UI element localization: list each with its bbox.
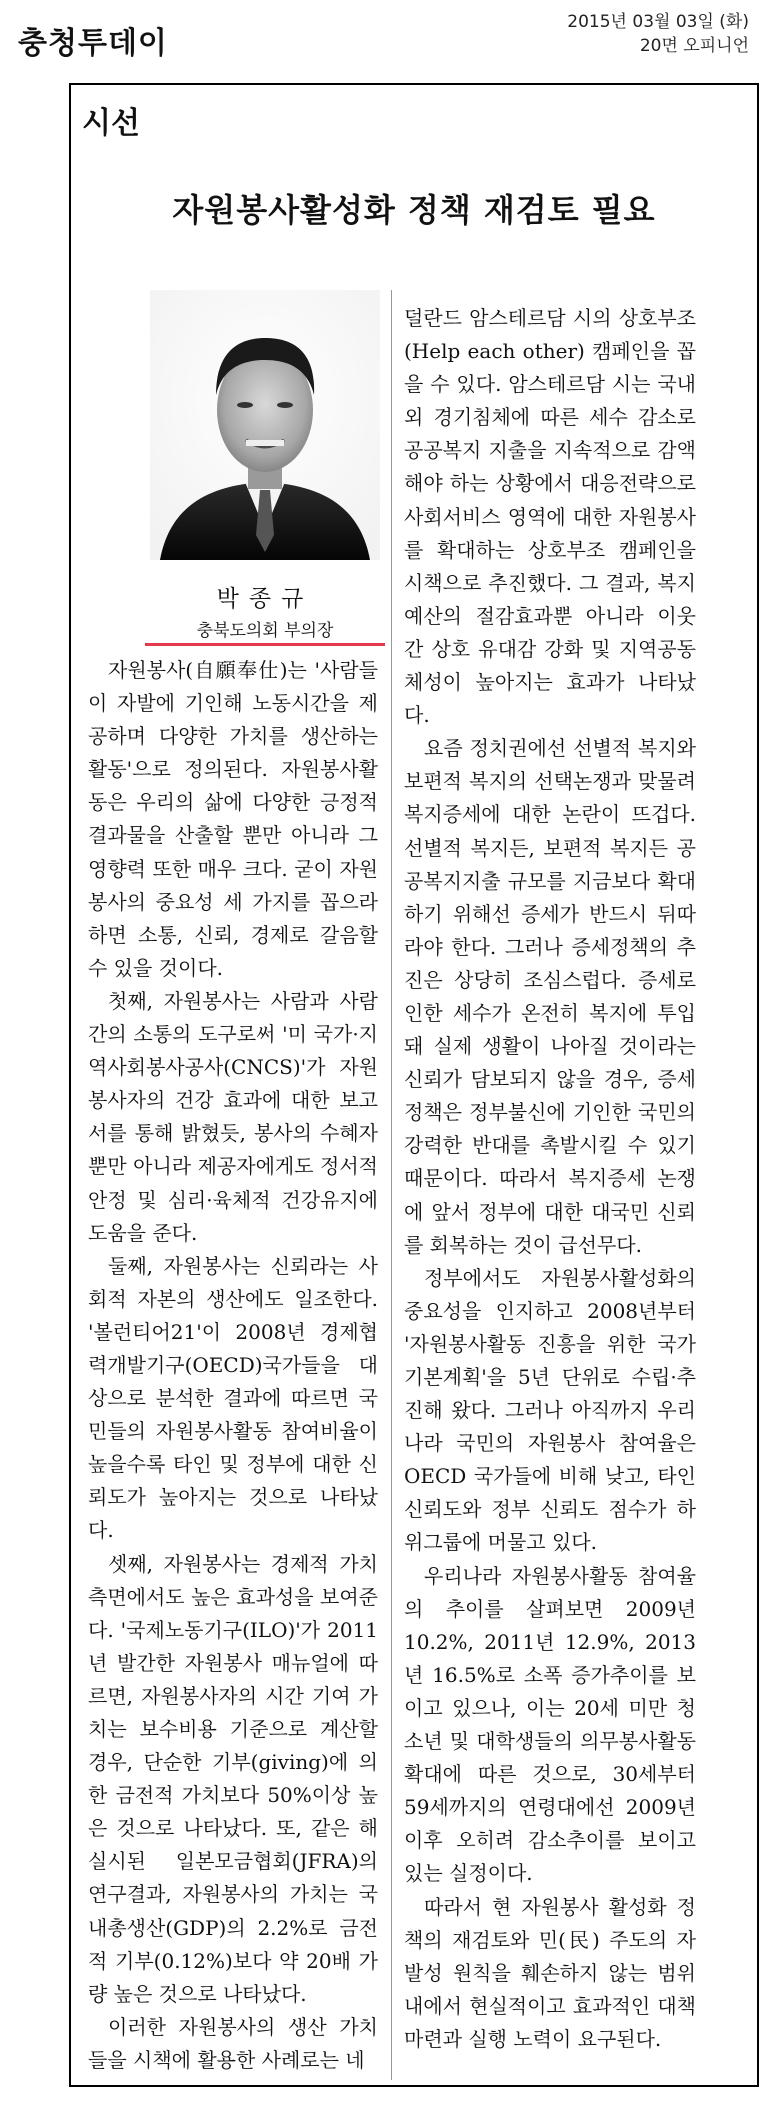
paragraph: 첫째, 자원봉사는 사람과 사람 간의 소통의 도구로써 '미 국가·지역사회봉사공사(CNCS)'가 자원봉사자의 건강 효과에 대한 보고서를 통해 밝혔듯, 봉사의 수혜자뿐만 아니라 제공자에게도 정서적 안정 및 심리·육체적 건강유지에 도움을 준다. [88, 988, 378, 1245]
issue-page: 20면 오피니언 [639, 36, 749, 56]
author-title-underline [145, 643, 385, 646]
article-column-left [88, 654, 378, 2077]
author-name: 박종규 [216, 586, 314, 612]
article-headline: 자원봉사활성화 정책 재검토 필요 [172, 191, 656, 229]
column-divider [391, 290, 392, 2080]
paragraph: 덜란드 암스테르담 시의 상호부조(Help each other) 캠페인을 꼽을 수 있다. 암스테르담 시는 국내외 경기침체에 따른 세수 감소로 공공복지 지출을 지속적으로 감액해야 하는 상황에서 대응전략으로 사회서비스 영역에 대한 자원봉사를 확대하는 상호부조 캠페인을 시책으로 추진했다. 그 결과, 복지예산의 절감효과뿐 아니라 이웃 간 상호 유대감 강화 및 지역공동체성이 높아지는 효과가 나타났다. [404, 306, 696, 728]
article-column-right [404, 302, 696, 2056]
paragraph: 요즘 정치권에선 선별적 복지와 보편적 복지의 선택논쟁과 맞물려 복지증세에 대한 논란이 뜨겁다. 선별적 복지든, 보편적 복지든 공공복지지출 규모를 지금보다 확대하기 위해선 증세가 반드시 뒤따라야 한다. 그러나 증세정책의 추진은 상당히 조심스럽다. 증세로 인한 세수가 온전히 복지에 투입돼 실제 생활이 나아질 것이라는 신뢰가 담보되지 않을 경우, 증세 정책은 정부불신에 기인한 국민의 강력한 반대를 촉발시킬 수 있기 때문이다. 따라서 복지증세 논쟁에 앞서 정부에 대한 대국민 신뢰를 회복하는 것이 급선무다. [404, 736, 696, 1257]
masthead [0, 0, 767, 60]
paragraph: 둘째, 자원봉사는 신뢰라는 사회적 자본의 생산에도 일조한다. '볼런티어21'이 2008년 경제협력개발기구(OECD)국가들을 대상으로 분석한 결과에 따르면 국민들의 자원봉사활동 참여비율이 높을수록 타인 및 정부에 대한 신뢰도가 높아지는 것으로 나타났다. [88, 1253, 378, 1543]
issue-meta [567, 10, 749, 58]
paragraph: 정부에서도 자원봉사활성화의 중요성을 인지하고 2008년부터 '자원봉사활동 진흥을 위한 국가기본계획'을 5년 단위로 수립·추진해 왔다. 그러나 아직까지 우리나라 국민의 자원봉사 참여율은 OECD 국가들에 비해 낮고, 타인 신뢰도와 정부 신뢰도 점수가 하위그룹에 머물고 있다. [404, 1265, 696, 1555]
paragraph: 자원봉사(自願奉仕)는 '사람들이 자발에 기인해 노동시간을 제공하며 다양한 가치를 생산하는 활동'으로 정의된다. 자원봉사활동은 우리의 삶에 다양한 긍정적 결과물을 산출할 뿐만 아니라 그 영향력 또한 매우 크다. 굳이 자원봉사의 중요성 세 가지를 꼽으라 하면 소통, 신뢰, 경제로 갈음할 수 있을 것이다. [88, 658, 378, 980]
issue-date: 2015년 03월 03일 (화) [567, 12, 749, 32]
paragraph: 우리나라 자원봉사활동 참여율의 추이를 살펴보면 2009년 10.2%, 2011년 12.9%, 2013년 16.5%로 소폭 증가추이를 보이고 있으나, 이는 20세 미만 청소년 및 대학생들의 의무봉사활동 확대에 따른 것으로, 30세부터 59세까지의 연령대에선 2009년 이후 오히려 감소추이를 보이고 있는 실정이다. [404, 1563, 696, 1886]
newspaper-logo: 충청투데이 [18, 26, 168, 61]
paragraph: 이러한 자원봉사의 생산 가치들을 시책에 활용한 사례로는 네 [88, 2014, 378, 2072]
author-photo [150, 290, 380, 560]
paragraph: 따라서 현 자원봉사 활성화 정책의 재검토와 민(民) 주도의 자발성 원칙을 훼손하지 않는 범위 내에서 현실적이고 효과적인 대책 마련과 실행 노력이 요구된다. [404, 1894, 696, 2051]
section-label: 시선 [82, 106, 140, 141]
paragraph: 셋째, 자원봉사는 경제적 가치 측면에서도 높은 효과성을 보여준다. '국제노동기구(ILO)'가 2011년 발간한 자원봉사 매뉴얼에 따르면, 자원봉사자의 시간 기여 가치는 보수비용 기준으로 계산할 경우, 단순한 기부(giving)에 의한 금전적 가치보다 50%이상 높은 것으로 나타났다. 또, 같은 해 실시된 일본모금협회(JFRA)의 연구결과, 자원봉사의 가치는 국내총생산(GDP)의 2.2%로 금전적 기부(0.12%)보다 약 20배 가량 높은 것으로 나타났다. [88, 1551, 378, 2006]
author-title: 충북도의회 부의장 [196, 621, 334, 641]
